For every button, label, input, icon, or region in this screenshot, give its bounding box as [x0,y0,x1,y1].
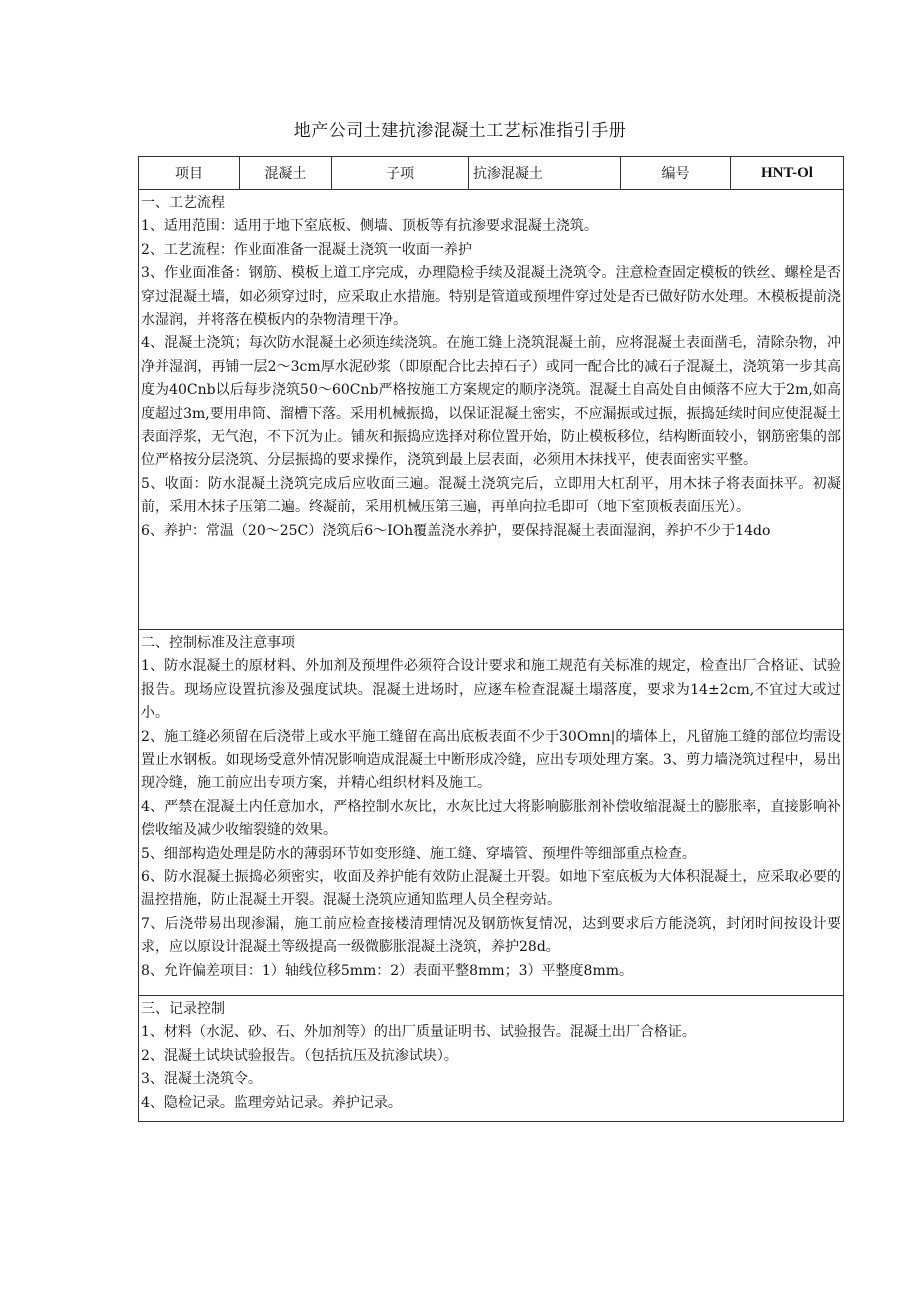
section-heading: 一、工艺流程 [141,195,225,211]
paragraph: 1、材料（水泥、砂、石、外加剂等）的出厂质量证明书、试验报告。混凝土出厂合格证。 [141,1024,696,1041]
paragraph: 1、适用范围：适用于地下室底板、侧墙、顶板等有抗渗要求混凝土浇筑。 [141,218,598,235]
paragraph: 5、收面：防水混凝土浇筑完成后应收面三遍。混凝土浇筑完后，立即用大杠刮平，用木抹子将表面抹平。初凝前，采用木抹子压第二遍。终凝前，采用机械压第三遍，再单向拉毛即可（地下室顶板表面压光）。 [141,475,841,516]
paragraph: 2、工艺流程：作业面准备一混凝土浇筑一收面一养护 [141,241,472,258]
paragraph: 7、后浇带易出现渗漏，施工前应检查接楼清理情况及钢筋恢复情况，达到要求后方能浇筑，封闭时间按设计要求，应以原设计混凝土等级提高一级微膨胀混凝土浇筑，养护28d。 [141,915,841,956]
paragraph: 3、作业面准备：钢筋、模板上道工序完成，办理隐检手续及混凝土浇筑令。注意检查固定模板的铁丝、螺栓是否穿过混凝土墙，如必须穿过时，应采取止水措施。特别是管道或预埋件穿过处是否已做好防水处理。木模板提前浇水湿润，并将落在模板内的杂物清理干净。 [141,265,841,329]
paragraph: 1、防水混凝土的原材料、外加剂及预埋件必须符合设计要求和施工规范有关标准的规定，检查出厂合格证、试验报告。现场应设置抗渗及强度试块。混凝土进场时，应逐车检查混凝土塌落度，要求为14±2cm,不宜过大或过小。 [141,658,841,722]
section-process-flow [139,190,843,630]
paragraph: 6、养护：常温（20～25C）浇筑后6～IOh覆盖浇水养护，要保持混凝土表面湿润，养护不少于14do [141,522,771,539]
paragraph: 4、混凝土浇筑；每次防水混凝土必须连续浇筑。在施工缝上浇筑混凝土前，应将混凝土表面凿毛，清除杂物，冲净并湿润，再铺一层2～3cm厚水泥砂浆（即原配合比去掉石子）或同一配合比的减石子混凝土，浇筑第一步其高度为40Cnb以后每步浇筑50～60Cnb严格按施工方案规定的顺序浇筑。混凝土自高处自由倾落不应大于2m,如高度超过3m,要用串筒、溜槽下落。采用机械振捣，以保证混凝土密实，不应漏振或过振，振捣延续时间应使混凝土表面浮浆，无气泡，不下沉为止。铺灰和振捣应选择对称位置开始，防止模板移位，结构断面较小，钢筋密集的部位严格按分层浇筑、分层振捣的要求操作，浇筑到最上层表面，必须用木抹找平，使表面密实平整。 [141,335,841,469]
sub-item-label: 子项 [332,157,469,189]
paragraph: 3、混凝土浇筑令。 [141,1071,262,1088]
code-value: HNT-Ol [761,164,813,181]
standard-sheet [138,156,844,1122]
paragraph: 4、隐检记录。监理旁站记录。养护记录。 [141,1094,402,1111]
code-label: 编号 [621,157,731,189]
header-row [139,157,843,190]
paragraph: 2、混凝土试块试验报告。（包括抗压及抗渗试块）。 [141,1047,458,1064]
section-record-control [139,996,843,1121]
section-control-standards [139,630,843,996]
item-label: 项目 [139,157,240,189]
paragraph: 8、允许偏差项目：1）轴线位移5mm：2）表面平整8mm；3）平整度8mm。 [141,962,634,979]
paragraph: 2、施工缝必须留在后浇带上或水平施工缝留在高出底板表面不少于30Omn|的墙体上，凡留施工缝的部位均需设置止水钢板。如现场受意外情况影响造成混凝土中断形成冷缝，应出专项处理方案。3、剪力墙浇筑过程中，易出现冷缝，施工前应出专项方案，并精心组织材料及施工。 [141,728,841,792]
document-title: 地产公司土建抗渗混凝土工艺标准指引手册 [293,121,627,141]
section-heading: 二、控制标准及注意事项 [141,635,295,651]
item-value: 混凝土 [240,157,332,189]
paragraph: 4、严禁在混凝土内任意加水，严格控制水灰比，水灰比过大将影响膨胀剂补偿收缩混凝土的膨胀率，直接影响补偿收缩及减少收缩裂缝的效果。 [141,798,841,839]
section-heading: 三、记录控制 [141,1001,225,1017]
paragraph: 5、细部构造处理是防水的薄弱环节如变形缝、施工缝、穿墙管、预埋件等细部重点检查。 [141,845,696,862]
paragraph: 6、防水混凝土振捣必须密实，收面及养护能有效防止混凝土开裂。如地下室底板为大体积混凝土，应采取必要的温控措施，防止混凝土开裂。混凝土浇筑应通知监理人员全程旁站。 [141,869,841,909]
sub-item-value: 抗渗混凝土 [469,157,621,189]
